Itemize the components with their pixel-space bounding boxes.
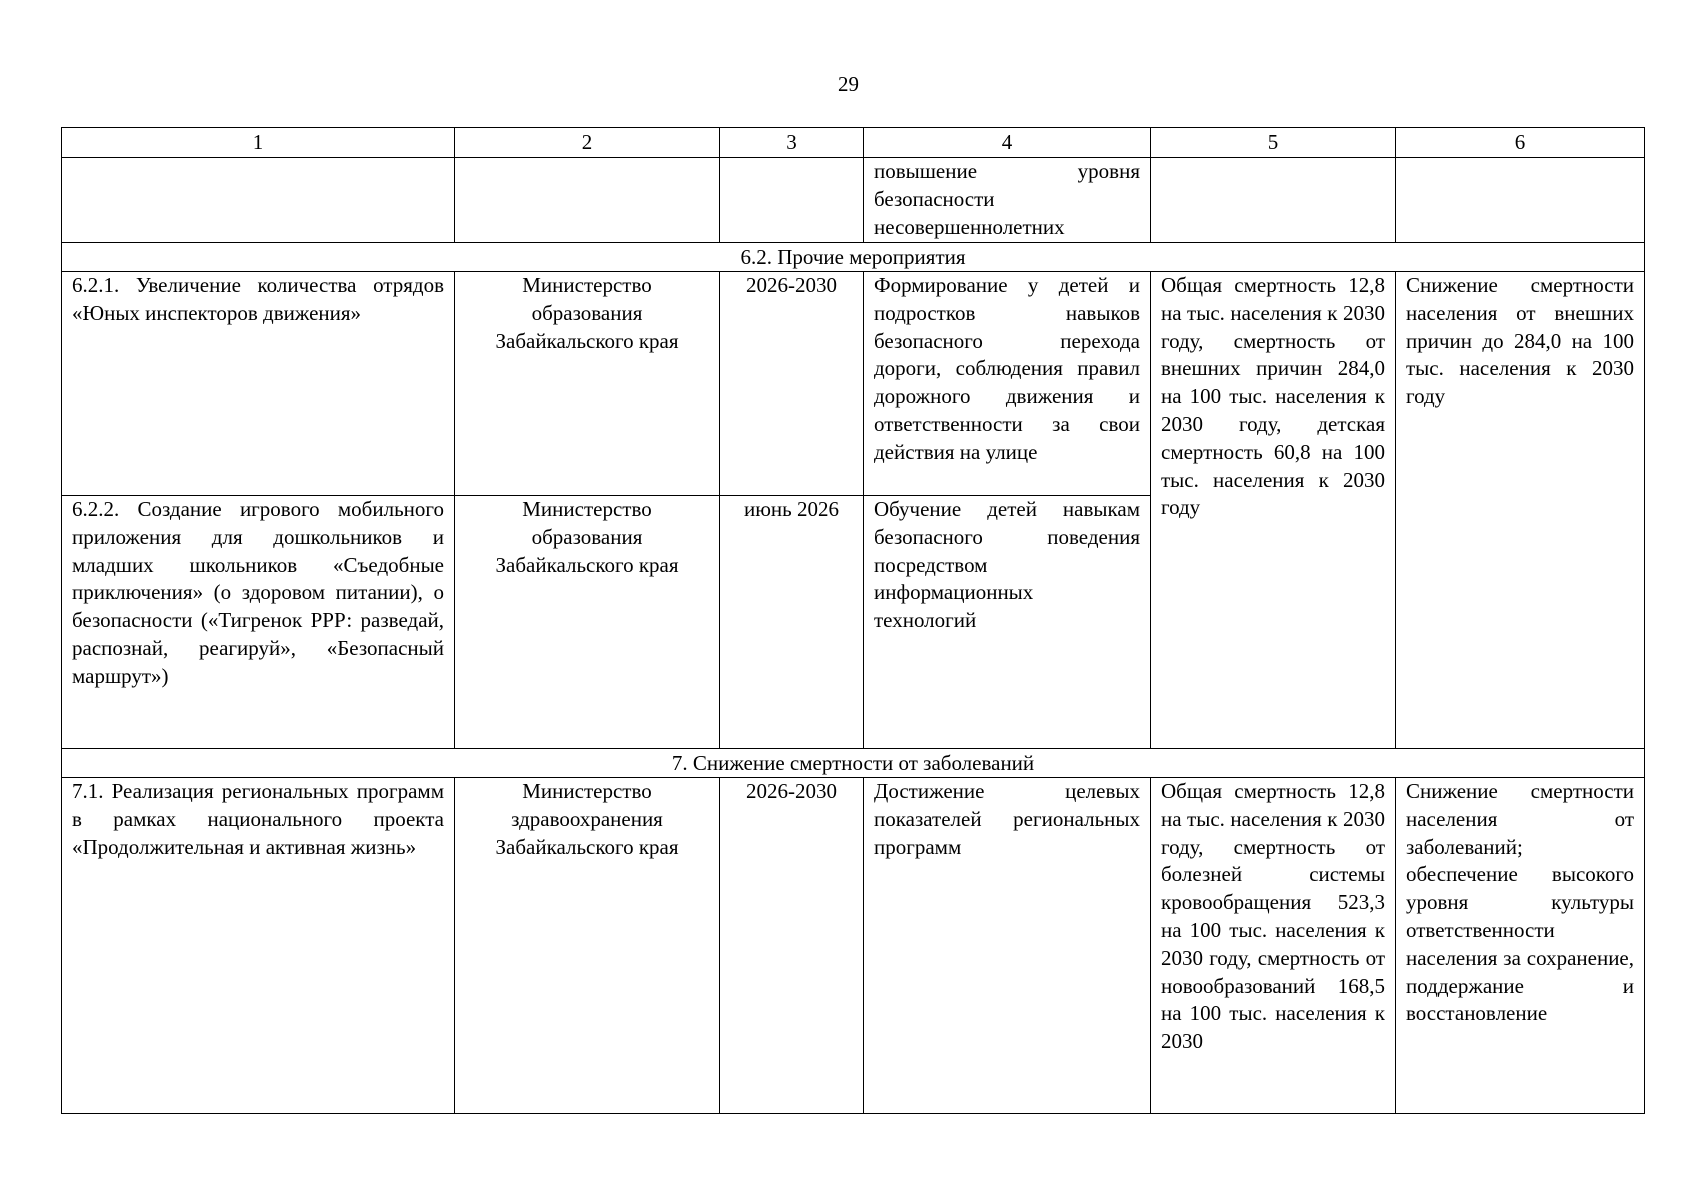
section-row-7 [62,749,1645,778]
cell-expected-result: Достижение целевых показателей региональных программ [864,778,1151,1114]
cell-responsible: Министерство образования Забайкальского края [455,272,720,496]
cell-goal: Снижение смертности населения от внешних причин до 284,0 на 100 тыс. населения к 2030 году [1396,272,1645,749]
cell-period: 2026-2030 [720,778,864,1114]
continuation-row [62,158,1645,243]
cell-responsible: Министерство образования Забайкальского края [455,496,720,749]
column-header-1: 1 [62,128,455,158]
cell-period: июнь 2026 [720,496,864,749]
table-row-7-1 [62,778,1645,1114]
section-title: 6.2. Прочие мероприятия [62,243,1645,272]
cell-empty [1151,158,1396,243]
column-header-4: 4 [864,128,1151,158]
measures-table [61,127,1645,1114]
table-row-6-2-1 [62,272,1645,496]
column-header-row [62,128,1645,158]
cell-indicator [1151,778,1396,1114]
section-row-6-2 [62,243,1645,272]
cell-expected-result: повышение уровня безопасности несовершеннолетних [864,158,1151,243]
goal-text: Снижение смертности населения от заболеваний; обеспечение высокого уровня культуры ответственности населения за сохранение, поддержание и восстановление [1406,779,1634,1026]
cell-period: 2026-2030 [720,272,864,496]
cell-measure: 6.2.1. Увеличение количества отрядов «Юных инспекторов движения» [62,272,455,496]
cell-measure: 7.1. Реализация региональных программ в рамках национального проекта «Продолжительная и активная жизнь» [62,778,455,1114]
cell-empty [455,158,720,243]
column-header-2: 2 [455,128,720,158]
page-number: 29 [838,72,859,96]
cell-expected-result: Формирование у детей и подростков навыков безопасного перехода дороги, соблюдения правил дорожного движения и ответственности за свои действия на улице [864,272,1151,496]
cell-empty [720,158,864,243]
cell-expected-result: Обучение детей навыкам безопасного поведения посредством информационных технологий [864,496,1151,749]
cell-empty [1396,158,1645,243]
column-header-6: 6 [1396,128,1645,158]
indicator-text: Общая смертность 12,8 на тыс. населения к 2030 году, смертность от болезней системы кровообращения 523,3 на 100 тыс. населения к 2030 году, смертность от новообразований 168,5 на 100 тыс. населения к 2030 [1161,779,1385,1054]
section-title: 7. Снижение смертности от заболеваний [62,749,1645,778]
column-header-5: 5 [1151,128,1396,158]
cell-responsible: Министерство здравоохранения Забайкальского края [455,778,720,1114]
cell-empty [62,158,455,243]
cell-indicator: Общая смертность 12,8 на тыс. населения к 2030 году, смертность от внешних причин 284,0 на 100 тыс. населения к 2030 году, детская смертность 60,8 на 100 тыс. населения к 2030 году [1151,272,1396,749]
cell-goal [1396,778,1645,1114]
column-header-3: 3 [720,128,864,158]
cell-measure: 6.2.2. Создание игрового мобильного приложения для дошкольников и младших школьников «Съедобные приключения» (о здоровом питании), о безопасности («Тигренок РРР: разведай, распознай, реагируй», «Безопасный маршрут») [62,496,455,749]
